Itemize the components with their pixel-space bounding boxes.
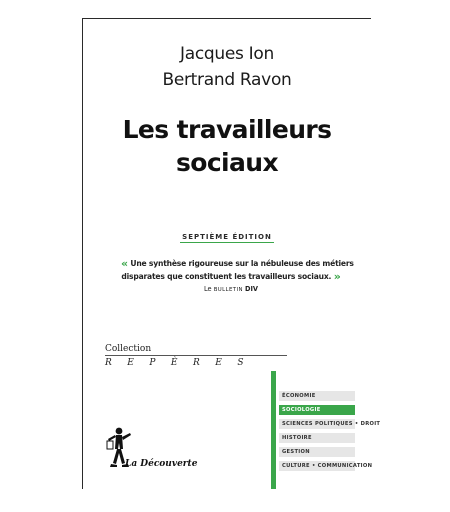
quote-source	[121, 283, 341, 297]
open-quote-mark: «	[121, 257, 128, 270]
topic-item: HISTOIRE	[279, 433, 355, 443]
collection-divider	[105, 355, 287, 356]
collection-label: Collection	[105, 344, 152, 354]
quote-text-1: Une synthèse rigoureuse sur la nébuleuse des métiers	[130, 259, 354, 268]
topic-item: GESTION	[279, 447, 355, 457]
accent-bar	[271, 371, 276, 489]
topic-item-active: SOCIOLOGIE	[279, 405, 355, 415]
collection-block	[105, 344, 259, 368]
topic-item: ÉCONOMIE	[279, 391, 355, 401]
title-line: Les travailleurs	[122, 115, 332, 144]
quote-source-suffix: DIV	[244, 285, 259, 293]
authors	[83, 41, 371, 93]
author-name: Jacques Ion	[180, 44, 274, 64]
blurb-quote	[121, 257, 354, 297]
edition-text: SEPTIÈME ÉDITION	[182, 233, 272, 241]
quote-source-name: BULLETIN	[213, 287, 243, 293]
collection-name: REPÈRES	[105, 358, 259, 368]
topic-list	[279, 391, 381, 475]
book-cover	[82, 18, 381, 489]
quote-source-prefix: Le	[203, 285, 212, 293]
topic-item: CULTURE • COMMUNICATION	[279, 461, 355, 471]
book-title	[83, 113, 371, 179]
quote-line	[121, 270, 341, 283]
topic-item: SCIENCES POLITIQUES • DROIT	[279, 419, 355, 429]
publisher-figure-icon	[105, 425, 133, 477]
quote-line	[121, 257, 354, 270]
title-line: sociaux	[175, 148, 279, 177]
publisher-name: La Découverte	[125, 459, 198, 469]
quote-text-2: disparates que constituent les travailleurs sociaux.	[121, 272, 332, 281]
edition-label	[83, 233, 371, 241]
close-quote-mark: »	[333, 270, 341, 283]
author-name: Bertrand Ravon	[162, 70, 292, 90]
